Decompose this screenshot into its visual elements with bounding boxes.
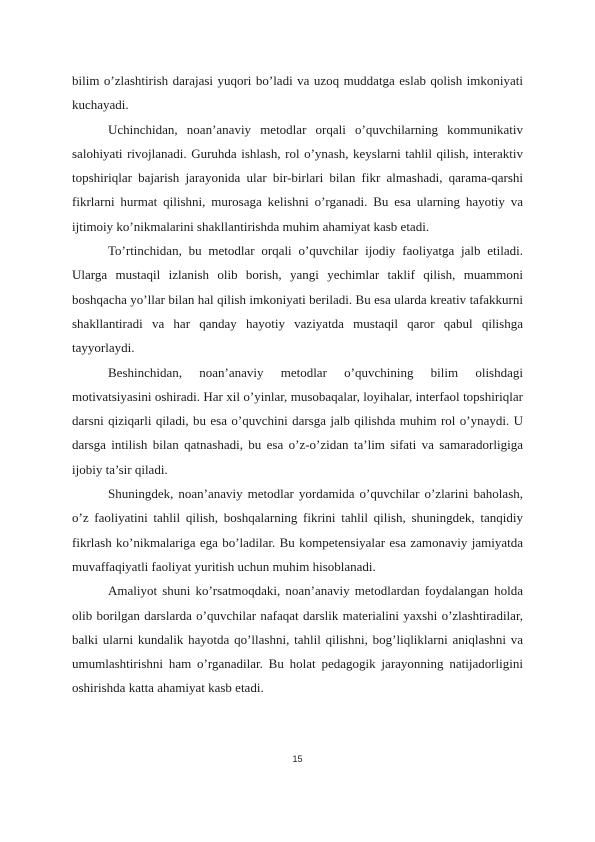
document-body bbox=[72, 69, 523, 701]
paragraph-additionally: Shuningdek, noan’anaviy metodlar yordamida o’quvchilar o’zlarini baholash, o’z faoliyatini tahlil qilish, boshqalarning fikrini tahlil qilish, shuningdek, tanqidiy fikrlash ko’nikmalariga ega bo’ladilar. Bu kompetensiyalar esa zamonaviy jamiyatda muvaffaqiyatli faoliyat yuritish uchun muhim hisoblanadi. bbox=[72, 486, 523, 574]
paragraph-continued: bilim o’zlashtirish darajasi yuqori bo’ladi va uzoq muddatga eslab qolish imkoniyati kuchayadi. bbox=[72, 73, 523, 113]
paragraph-fourth-point: To’rtinchidan, bu metodlar orqali o’quvchilar ijodiy faoliyatga jalb etiladi. Ularga mustaqil izlanish olib borish, yangi yechimlar taklif qilish, muammoni boshqacha yo’llar bilan hal qilish imkoniyati beriladi. Bu esa ularda kreativ tafakkurni shakllantiradi va har qanday hayotiy vaziyatda mustaqil qaror qabul qilishga tayyorlaydi. bbox=[72, 243, 523, 356]
paragraph-practice: Amaliyot shuni ko’rsatmoqdaki, noan’anaviy metodlardan foydalangan holda olib borilgan darslarda o’quvchilar nafaqat darslik materialini yaxshi o’zlashtiradilar, balki ularni kundalik hayotda qo’llashni, tahlil qilishni, bog’liqliklarni aniqlashni va umumlashtirishni ham o’rganadilar. Bu holat pedagogik jarayonning natijadorligini oshirishda katta ahamiyat kasb etadi. bbox=[72, 583, 523, 696]
page-number: 15 bbox=[292, 754, 303, 764]
paragraph-third-point: Uchinchidan, noan’anaviy metodlar orqali o’quvchilarning kommunikativ salohiyati rivojlanadi. Guruhda ishlash, rol o’ynash, keyslarni tahlil qilish, interaktiv topshiriqlar bajarish jarayonida ular bir-birlari bilan fikr almashadi, qarama-qarshi fikrlarni hurmat qilishni, murosaga kelishni o’rganadi. Bu esa ularning hayotiy va ijtimoiy ko’nikmalarini shakllantirishda muhim ahamiyat kasb etadi. bbox=[72, 121, 523, 234]
paragraph-fifth-point: Beshinchidan, noan’anaviy metodlar o’quvchining bilim olishdagi motivatsiyasini oshiradi. Har xil o’yinlar, musobaqalar, loyihalar, interfaol topshiriqlar darsni qiziqarli qiladi, bu esa o’quvchini darsga jalb qilishda muhim rol o’ynaydi. U darsga intilish bilan qatnashadi, bu esa o’z-o’zidan ta’lim sifati va samaradorligiga ijobiy ta’sir qiladi. bbox=[72, 364, 523, 477]
